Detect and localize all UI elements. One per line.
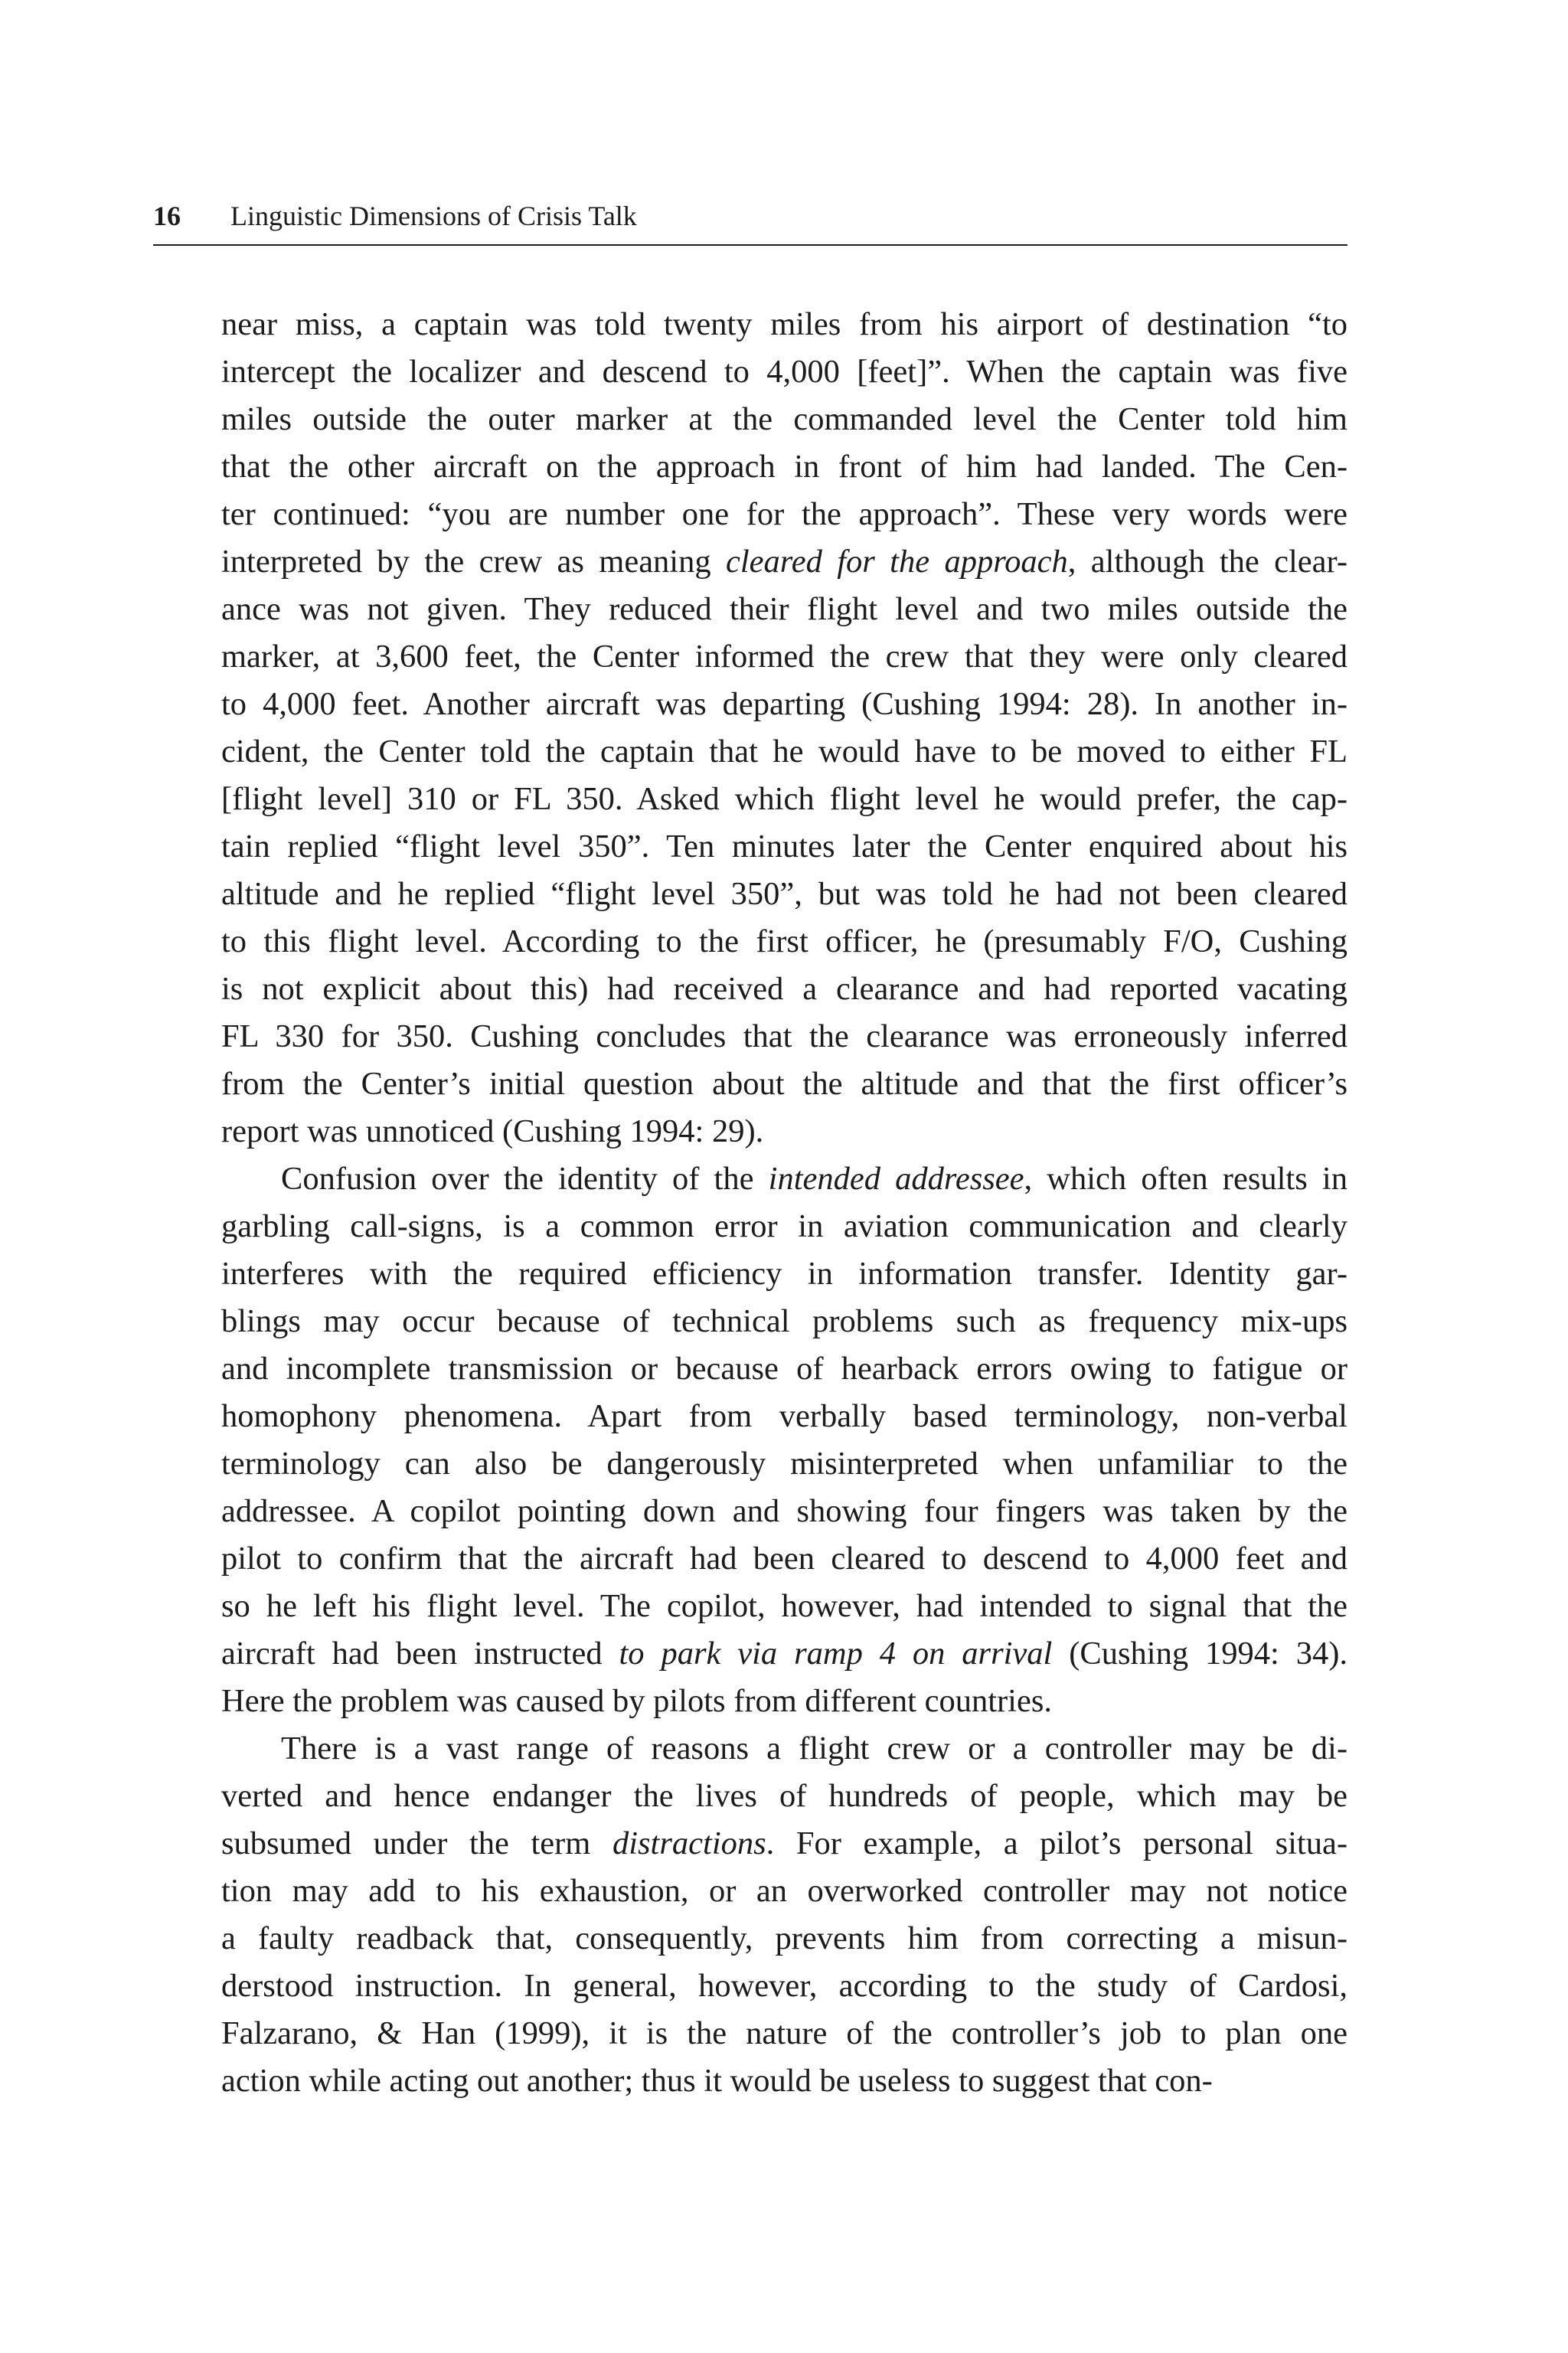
text-line: cident, the Center told the captain that he would have to be moved to either FL bbox=[221, 734, 1348, 770]
text-line: marker, at 3,600 feet, the Center informed the crew that they were only cleared bbox=[221, 639, 1348, 675]
text-line: a faulty readback that, consequently, prevents him from correcting a misun- bbox=[221, 1920, 1348, 1956]
text-line: verted and hence endanger the lives of hundreds of people, which may be bbox=[221, 1778, 1348, 1814]
text-line: tain replied “flight level 350”. Ten minutes later the Center enquired about his bbox=[221, 828, 1348, 864]
text-line: miles outside the outer marker at the commanded level the Center told him bbox=[221, 401, 1348, 437]
body-text bbox=[221, 301, 1348, 2105]
text-line: so he left his flight level. The copilot, however, had intended to signal that the bbox=[221, 1588, 1348, 1624]
text-line: interferes with the required efficiency in information transfer. Identity gar- bbox=[221, 1256, 1348, 1292]
text-run: subsumed under the term bbox=[221, 1825, 612, 1861]
italic-phrase: intended addressee bbox=[768, 1161, 1024, 1197]
paragraph-3 bbox=[221, 1725, 1348, 2105]
text-run: . For example, a pilot’s personal situa- bbox=[766, 1825, 1348, 1861]
text-line: that the other aircraft on the approach in front of him had landed. The Cen- bbox=[221, 449, 1348, 485]
text-line: There is a vast range of reasons a flight crew or a controller may be di- bbox=[281, 1730, 1348, 1766]
text-line: ance was not given. They reduced their flight level and two miles outside the bbox=[221, 591, 1348, 627]
text-run: interpreted by the crew as meaning bbox=[221, 544, 726, 580]
text-line: tion may add to his exhaustion, or an overworked controller may not notice bbox=[221, 1873, 1348, 1909]
text-line: from the Center’s initial question about the altitude and that the first officer’s bbox=[221, 1066, 1348, 1102]
text-line: to 4,000 feet. Another aircraft was departing (Cushing 1994: 28). In another in- bbox=[221, 686, 1348, 722]
text-line: homophony phenomena. Apart from verbally based terminology, non-verbal bbox=[221, 1398, 1348, 1434]
text-line: addressee. A copilot pointing down and showing four fingers was taken by the bbox=[221, 1493, 1348, 1529]
running-head bbox=[153, 193, 1348, 239]
text-line: [flight level] 310 or FL 350. Asked which flight level he would prefer, the cap- bbox=[221, 781, 1348, 817]
text-line: terminology can also be dangerously misinterpreted when unfamiliar to the bbox=[221, 1446, 1348, 1482]
text-line bbox=[221, 1155, 1348, 1203]
paragraph-2 bbox=[221, 1155, 1348, 1725]
text-line: pilot to confirm that the aircraft had been cleared to descend to 4,000 feet and bbox=[221, 1541, 1348, 1577]
text-line: FL 330 for 350. Cushing concludes that the clearance was erroneously inferred bbox=[221, 1018, 1348, 1054]
text-line: blings may occur because of technical problems such as frequency mix-ups bbox=[221, 1303, 1348, 1339]
text-line: near miss, a captain was told twenty miles from his airport of destination “to bbox=[221, 306, 1348, 342]
text-run: , which often results in bbox=[1024, 1161, 1348, 1197]
text-run: aircraft had been instructed bbox=[221, 1636, 619, 1672]
italic-phrase: distractions bbox=[612, 1825, 766, 1861]
text-line bbox=[221, 1820, 1348, 1868]
text-line: to this flight level. According to the first officer, he (presumably F/O, Cushing bbox=[221, 923, 1348, 959]
text-line: action while acting out another; thus it would be useless to suggest that con- bbox=[221, 2063, 1213, 2099]
text-line: Here the problem was caused by pilots from different countries. bbox=[221, 1683, 1052, 1719]
text-line: garbling call-signs, is a common error in aviation communication and clearly bbox=[221, 1208, 1348, 1244]
text-line: and incomplete transmission or because of hearback errors owing to fatigue or bbox=[221, 1351, 1348, 1387]
text-line: derstood instruction. In general, however, according to the study of Cardosi, bbox=[221, 1968, 1348, 2004]
text-run: , although the clear- bbox=[1067, 544, 1348, 580]
italic-phrase: cleared for the approach bbox=[725, 544, 1068, 580]
text-line bbox=[221, 1630, 1348, 1678]
header-rule bbox=[153, 244, 1348, 246]
text-run: Confusion over the identity of the bbox=[281, 1161, 769, 1197]
text-line: altitude and he replied “flight level 350”, but was told he had not been cleared bbox=[221, 876, 1348, 912]
text-line: is not explicit about this) had received a clearance and had reported vacating bbox=[221, 971, 1348, 1007]
running-title: Linguistic Dimensions of Crisis Talk bbox=[230, 201, 637, 231]
page-number: 16 bbox=[153, 201, 181, 231]
text-line: report was unnoticed (Cushing 1994: 29). bbox=[221, 1113, 764, 1149]
text-line: Falzarano, & Han (1999), it is the nature of the controller’s job to plan one bbox=[221, 2015, 1348, 2051]
text-run: (Cushing 1994: 34). bbox=[1052, 1636, 1348, 1672]
italic-phrase: to park via ramp 4 on arrival bbox=[619, 1636, 1053, 1672]
text-line: intercept the localizer and descend to 4,000 [feet]”. When the captain was five bbox=[221, 354, 1348, 390]
text-line: ter continued: “you are number one for the approach”. These very words were bbox=[221, 496, 1348, 532]
paragraph-1 bbox=[221, 301, 1348, 1155]
text-line bbox=[221, 538, 1348, 586]
